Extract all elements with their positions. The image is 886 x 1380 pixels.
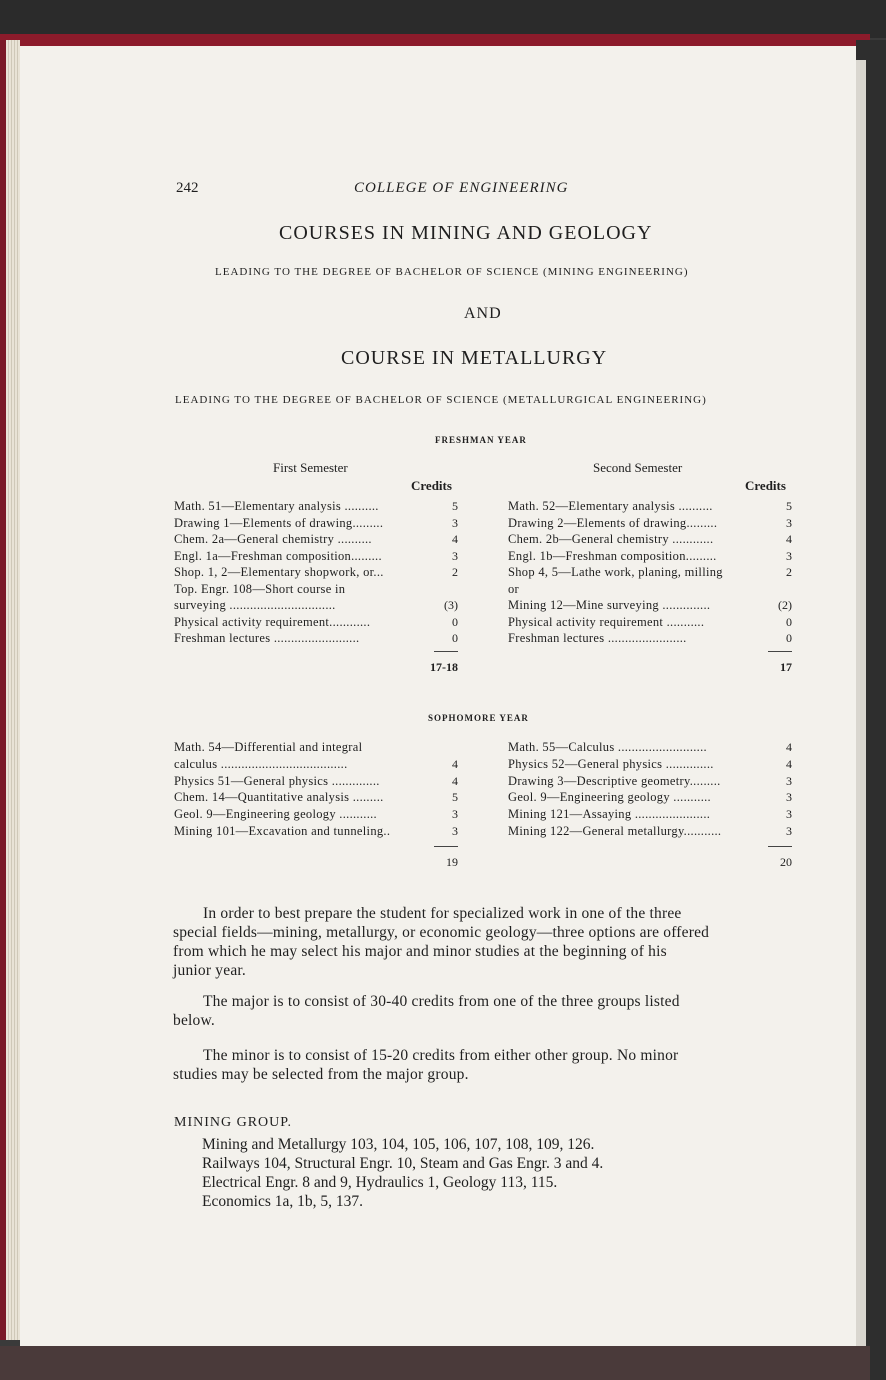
course-row-credit: (2)	[778, 598, 792, 612]
course-row-text: Physical activity requirement ...........	[508, 614, 705, 629]
paragraph-line: junior year.	[173, 962, 246, 979]
course-row-credit: 4	[452, 756, 458, 771]
course-row-text: Drawing 2—Elements of drawing.........	[508, 515, 718, 530]
course-row-credit: (3)	[444, 598, 458, 612]
binding-left-edge	[0, 40, 6, 1340]
main-title-mining: COURSES IN MINING AND GEOLOGY	[279, 222, 653, 244]
credits-heading-left: Credits	[411, 478, 452, 493]
course-row-text: Geol. 9—Engineering geology ...........	[508, 790, 711, 805]
page-number: 242	[176, 180, 199, 196]
course-row-credit: 0	[786, 614, 792, 629]
document-page	[20, 46, 856, 1346]
mining-group-heading: MINING GROUP.	[174, 1115, 293, 1130]
paragraph-line: The minor is to consist of 15-20 credits from either other group. No minor	[203, 1047, 679, 1064]
sophomore-right-total-rule	[768, 846, 792, 847]
book-binding-top	[0, 0, 886, 38]
course-row-credit: 0	[452, 614, 458, 629]
sophomore-year-heading: SOPHOMORE YEAR	[428, 713, 529, 723]
course-row-text: Drawing 1—Elements of drawing.........	[174, 515, 384, 530]
freshman-left-total: 17-18	[430, 660, 458, 674]
course-row-credit: 4	[786, 532, 792, 546]
course-row-text: Chem. 2a—General chemistry ..........	[174, 532, 372, 546]
paragraph-options	[173, 904, 787, 980]
course-row-text: Mining 121—Assaying ......................	[508, 807, 711, 822]
course-row-credit: 5	[452, 499, 458, 513]
facing-page-strip	[856, 40, 886, 1380]
course-row-credit: 3	[786, 515, 792, 530]
course-row-text: surveying ...............................	[174, 598, 336, 612]
course-row-text: or	[508, 581, 520, 596]
freshman-year-heading: FRESHMAN YEAR	[435, 435, 527, 445]
course-row-credit: 2	[786, 565, 792, 579]
course-row-credit: 3	[452, 807, 458, 822]
course-row-text: Mining 122—General metallurgy...........	[508, 824, 722, 838]
course-row-credit: 4	[786, 740, 792, 754]
course-row-credit: 3	[452, 824, 458, 838]
course-row-credit: 5	[786, 499, 792, 513]
paragraph-minor	[173, 1046, 787, 1084]
main-title-metallurgy: COURSE IN METALLURGY	[341, 347, 608, 369]
course-row-credit: 3	[786, 824, 792, 838]
course-row-text: Freshman lectures .......................	[508, 631, 687, 645]
mining-group-line: Electrical Engr. 8 and 9, Hydraulics 1, Geology 113, 115.	[202, 1174, 558, 1191]
course-row-credit: 2	[452, 565, 458, 579]
course-row-credit: 4	[452, 532, 458, 546]
course-row-text: Math. 52—Elementary analysis ..........	[508, 499, 713, 513]
course-row-credit: 3	[786, 790, 792, 805]
mining-group-line: Railways 104, Structural Engr. 10, Steam and Gas Engr. 3 and 4.	[202, 1155, 604, 1172]
subtitle-mining-degree: LEADING TO THE DEGREE OF BACHELOR OF SCIENCE (MINING ENGINEERING)	[215, 266, 689, 278]
course-row-credit: 5	[452, 790, 458, 805]
paragraph-line: studies may be selected from the major group.	[173, 1066, 469, 1083]
course-row-text: Chem. 14—Quantitative analysis .........	[174, 790, 384, 805]
course-row-text: Drawing 3—Descriptive geometry.........	[508, 773, 721, 788]
course-row-text: Freshman lectures .........................	[174, 631, 360, 645]
first-semester-heading: First Semester	[273, 460, 348, 475]
sophomore-left-total-rule	[434, 846, 458, 847]
course-row-text: Physical activity requirement............	[174, 614, 371, 629]
and-separator: AND	[464, 305, 502, 322]
freshman-right-total-rule	[768, 651, 792, 652]
sophomore-left-total: 19	[446, 855, 458, 869]
freshman-right-total: 17	[780, 660, 792, 674]
running-title: COLLEGE OF ENGINEERING	[354, 180, 569, 196]
sophomore-right-total: 20	[780, 855, 792, 869]
course-row-text: Mining 12—Mine surveying ..............	[508, 598, 711, 612]
course-row-credit: 4	[786, 756, 792, 771]
credits-heading-right: Credits	[745, 478, 786, 493]
paragraph-line: from which he may select his major and minor studies at the beginning of his	[173, 943, 667, 960]
course-row-credit: 3	[786, 773, 792, 788]
course-row-text: Physics 52—General physics ..............	[508, 756, 714, 771]
course-row-text: calculus .....................................	[174, 756, 348, 771]
course-row-text: Math. 51—Elementary analysis ..........	[174, 499, 379, 513]
course-row-text: Chem. 2b—General chemistry ............	[508, 532, 714, 546]
second-semester-heading: Second Semester	[593, 460, 683, 475]
course-row-credit: 0	[452, 631, 458, 645]
course-row-text: Geol. 9—Engineering geology ...........	[174, 807, 377, 822]
course-row-text: Math. 55—Calculus ..........................	[508, 740, 707, 754]
mining-group-line: Economics 1a, 1b, 5, 137.	[202, 1193, 364, 1210]
course-row-text: Top. Engr. 108—Short course in	[174, 581, 346, 596]
course-row-text: Engl. 1a—Freshman composition.........	[174, 548, 382, 563]
course-row-text: Physics 51—General physics ..............	[174, 773, 380, 788]
book-bottom-edge	[0, 1346, 870, 1380]
course-row-credit: 3	[786, 807, 792, 822]
course-row-text: Shop. 1, 2—Elementary shopwork, or...	[174, 565, 384, 579]
course-row-text: Shop 4, 5—Lathe work, planing, milling	[508, 565, 723, 579]
course-row-credit: 4	[452, 773, 458, 788]
paragraph-major	[173, 992, 787, 1030]
course-row-text: Engl. 1b—Freshman composition.........	[508, 548, 717, 563]
freshman-left-total-rule	[434, 651, 458, 652]
paragraph-line: In order to best prepare the student for specialized work in one of the three	[203, 905, 682, 922]
course-row-text: Mining 101—Excavation and tunneling..	[174, 824, 391, 838]
paragraph-line: The major is to consist of 30-40 credits from one of the three groups listed	[203, 993, 680, 1010]
course-row-credit: 3	[786, 548, 792, 563]
course-row-credit: 3	[452, 548, 458, 563]
course-row-text: Math. 54—Differential and integral	[174, 740, 363, 754]
course-row-credit: 0	[786, 631, 792, 645]
subtitle-metallurgy-degree: LEADING TO THE DEGREE OF BACHELOR OF SCIENCE (METALLURGICAL ENGINEERING)	[175, 394, 707, 406]
mining-group-line: Mining and Metallurgy 103, 104, 105, 106, 107, 108, 109, 126.	[202, 1136, 595, 1153]
paragraph-line: special fields—mining, metallurgy, or economic geology—three options are offered	[173, 924, 710, 941]
course-row-credit: 3	[452, 515, 458, 530]
paragraph-line: below.	[173, 1012, 215, 1029]
